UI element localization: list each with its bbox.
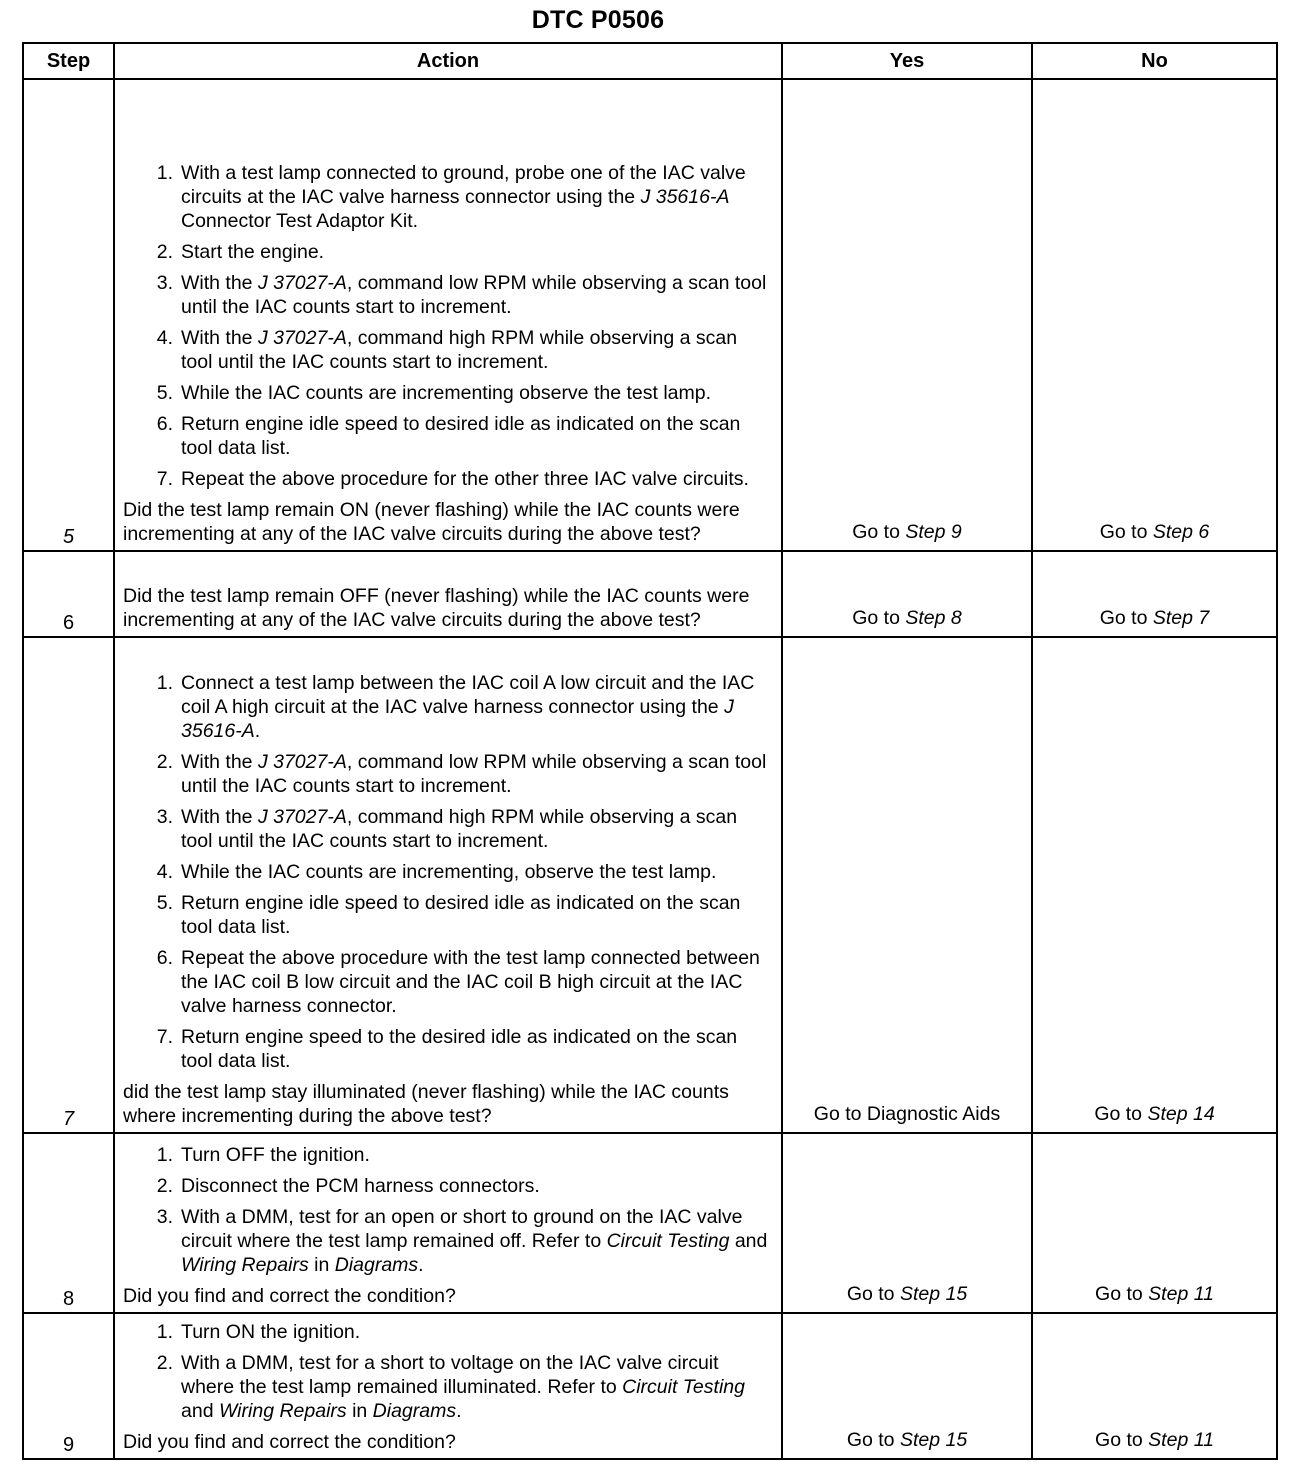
list-item: 7. Return engine speed to the desired idle as indicated on the scan tool data list.: [156, 1026, 738, 1072]
list-item: 7. Repeat the above procedure for the other three IAC valve circuits.: [156, 468, 749, 490]
list-item: 2. With a DMM, test for a short to voltage on the IAC valve circuit where the test lamp remained illuminated. Refer to Circuit Testing and Wiring Repairs in Diagrams.: [156, 1352, 745, 1422]
table-row: [23, 1313, 1277, 1459]
substep-list: [123, 1143, 773, 1277]
yes-result: Go to Diagnostic Aids: [782, 637, 1032, 1133]
list-item: 2. With the J 37027-A, command low RPM while observing a scan tool until the IAC counts start to increment.: [156, 751, 767, 797]
list-item: 5. Return engine idle speed to desired idle as indicated on the scan tool data list.: [156, 892, 741, 938]
list-item: 2. Start the engine.: [156, 241, 325, 263]
header-step: Step: [23, 43, 114, 79]
yes-result: Go to Step 8: [782, 551, 1032, 637]
step-number: 5: [23, 79, 114, 551]
no-result: Go to Step 11: [1032, 1133, 1277, 1313]
no-result: Go to Step 7: [1032, 551, 1277, 637]
list-item: 3. With a DMM, test for an open or short to ground on the IAC valve circuit where the test lamp remained off. Refer to Circuit Testing and Wiring Repairs in Diagrams.: [156, 1206, 768, 1276]
step-number: 6: [23, 551, 114, 637]
list-item: 4. While the IAC counts are incrementing, observe the test lamp.: [156, 861, 717, 883]
list-item: 1. Turn ON the ignition.: [156, 1321, 361, 1343]
list-item: 4. With the J 37027-A, command high RPM while observing a scan tool until the IAC counts start to increment.: [156, 327, 738, 373]
step-number: 8: [23, 1133, 114, 1313]
header-row: [23, 43, 1277, 79]
page-title: DTC P0506: [531, 6, 665, 34]
substep-list: [123, 671, 773, 1073]
table-row: [23, 637, 1277, 1133]
step-number: 7: [23, 637, 114, 1133]
question-text: Did you find and correct the condition?: [123, 1285, 456, 1307]
list-item: 2. Disconnect the PCM harness connectors.: [156, 1175, 540, 1197]
question-text: Did the test lamp remain ON (never flashing) while the IAC counts were incrementing at any of the IAC valve circuits during the above test?: [123, 499, 740, 545]
list-item: 1. Turn OFF the ignition.: [156, 1144, 370, 1166]
list-item: 5. While the IAC counts are incrementing observe the test lamp.: [156, 382, 712, 404]
table-row: [23, 79, 1277, 551]
substep-list: [123, 161, 773, 491]
header-action: Action: [114, 43, 782, 79]
action-cell: [114, 1313, 782, 1459]
action-cell: [114, 79, 782, 551]
question-text: did the test lamp stay illuminated (never flashing) while the IAC counts where incrementing during the above test?: [123, 1081, 729, 1127]
no-result: Go to Step 11: [1032, 1313, 1277, 1459]
no-result: Go to Step 14: [1032, 637, 1277, 1133]
substep-list: [123, 1320, 773, 1423]
yes-result: Go to Step 15: [782, 1313, 1032, 1459]
yes-result: Go to Step 9: [782, 79, 1032, 551]
list-item: 3. With the J 37027-A, command low RPM while observing a scan tool until the IAC counts start to increment.: [156, 272, 767, 318]
list-item: 6. Return engine idle speed to desired idle as indicated on the scan tool data list.: [156, 413, 741, 459]
question-text: Did the test lamp remain OFF (never flashing) while the IAC counts were incrementing at any of the IAC valve circuits during the above test?: [123, 585, 750, 631]
action-cell: [114, 1133, 782, 1313]
list-item: 3. With the J 37027-A, command high RPM while observing a scan tool until the IAC counts start to increment.: [156, 806, 738, 852]
list-item: 6. Repeat the above procedure with the test lamp connected between the IAC coil B low circuit and the IAC coil B high circuit at the IAC valve harness connector.: [156, 947, 760, 1017]
dtc-table: [22, 42, 1278, 1460]
no-result: Go to Step 6: [1032, 79, 1277, 551]
question-text: Did you find and correct the condition?: [123, 1431, 456, 1453]
list-item: 1. Connect a test lamp between the IAC coil A low circuit and the IAC coil A high circuit at the IAC valve harness connector using the J 35616-A.: [156, 672, 755, 742]
action-cell: [114, 637, 782, 1133]
table-row: [23, 551, 1277, 637]
step-number: 9: [23, 1313, 114, 1459]
action-cell: [114, 551, 782, 637]
yes-result: Go to Step 15: [782, 1133, 1032, 1313]
header-yes: Yes: [782, 43, 1032, 79]
header-no: No: [1032, 43, 1277, 79]
table-row: [23, 1133, 1277, 1313]
list-item: 1. With a test lamp connected to ground, probe one of the IAC valve circuits at the IAC valve harness connector using the J 35616-A Connector Test Adaptor Kit.: [156, 162, 746, 232]
